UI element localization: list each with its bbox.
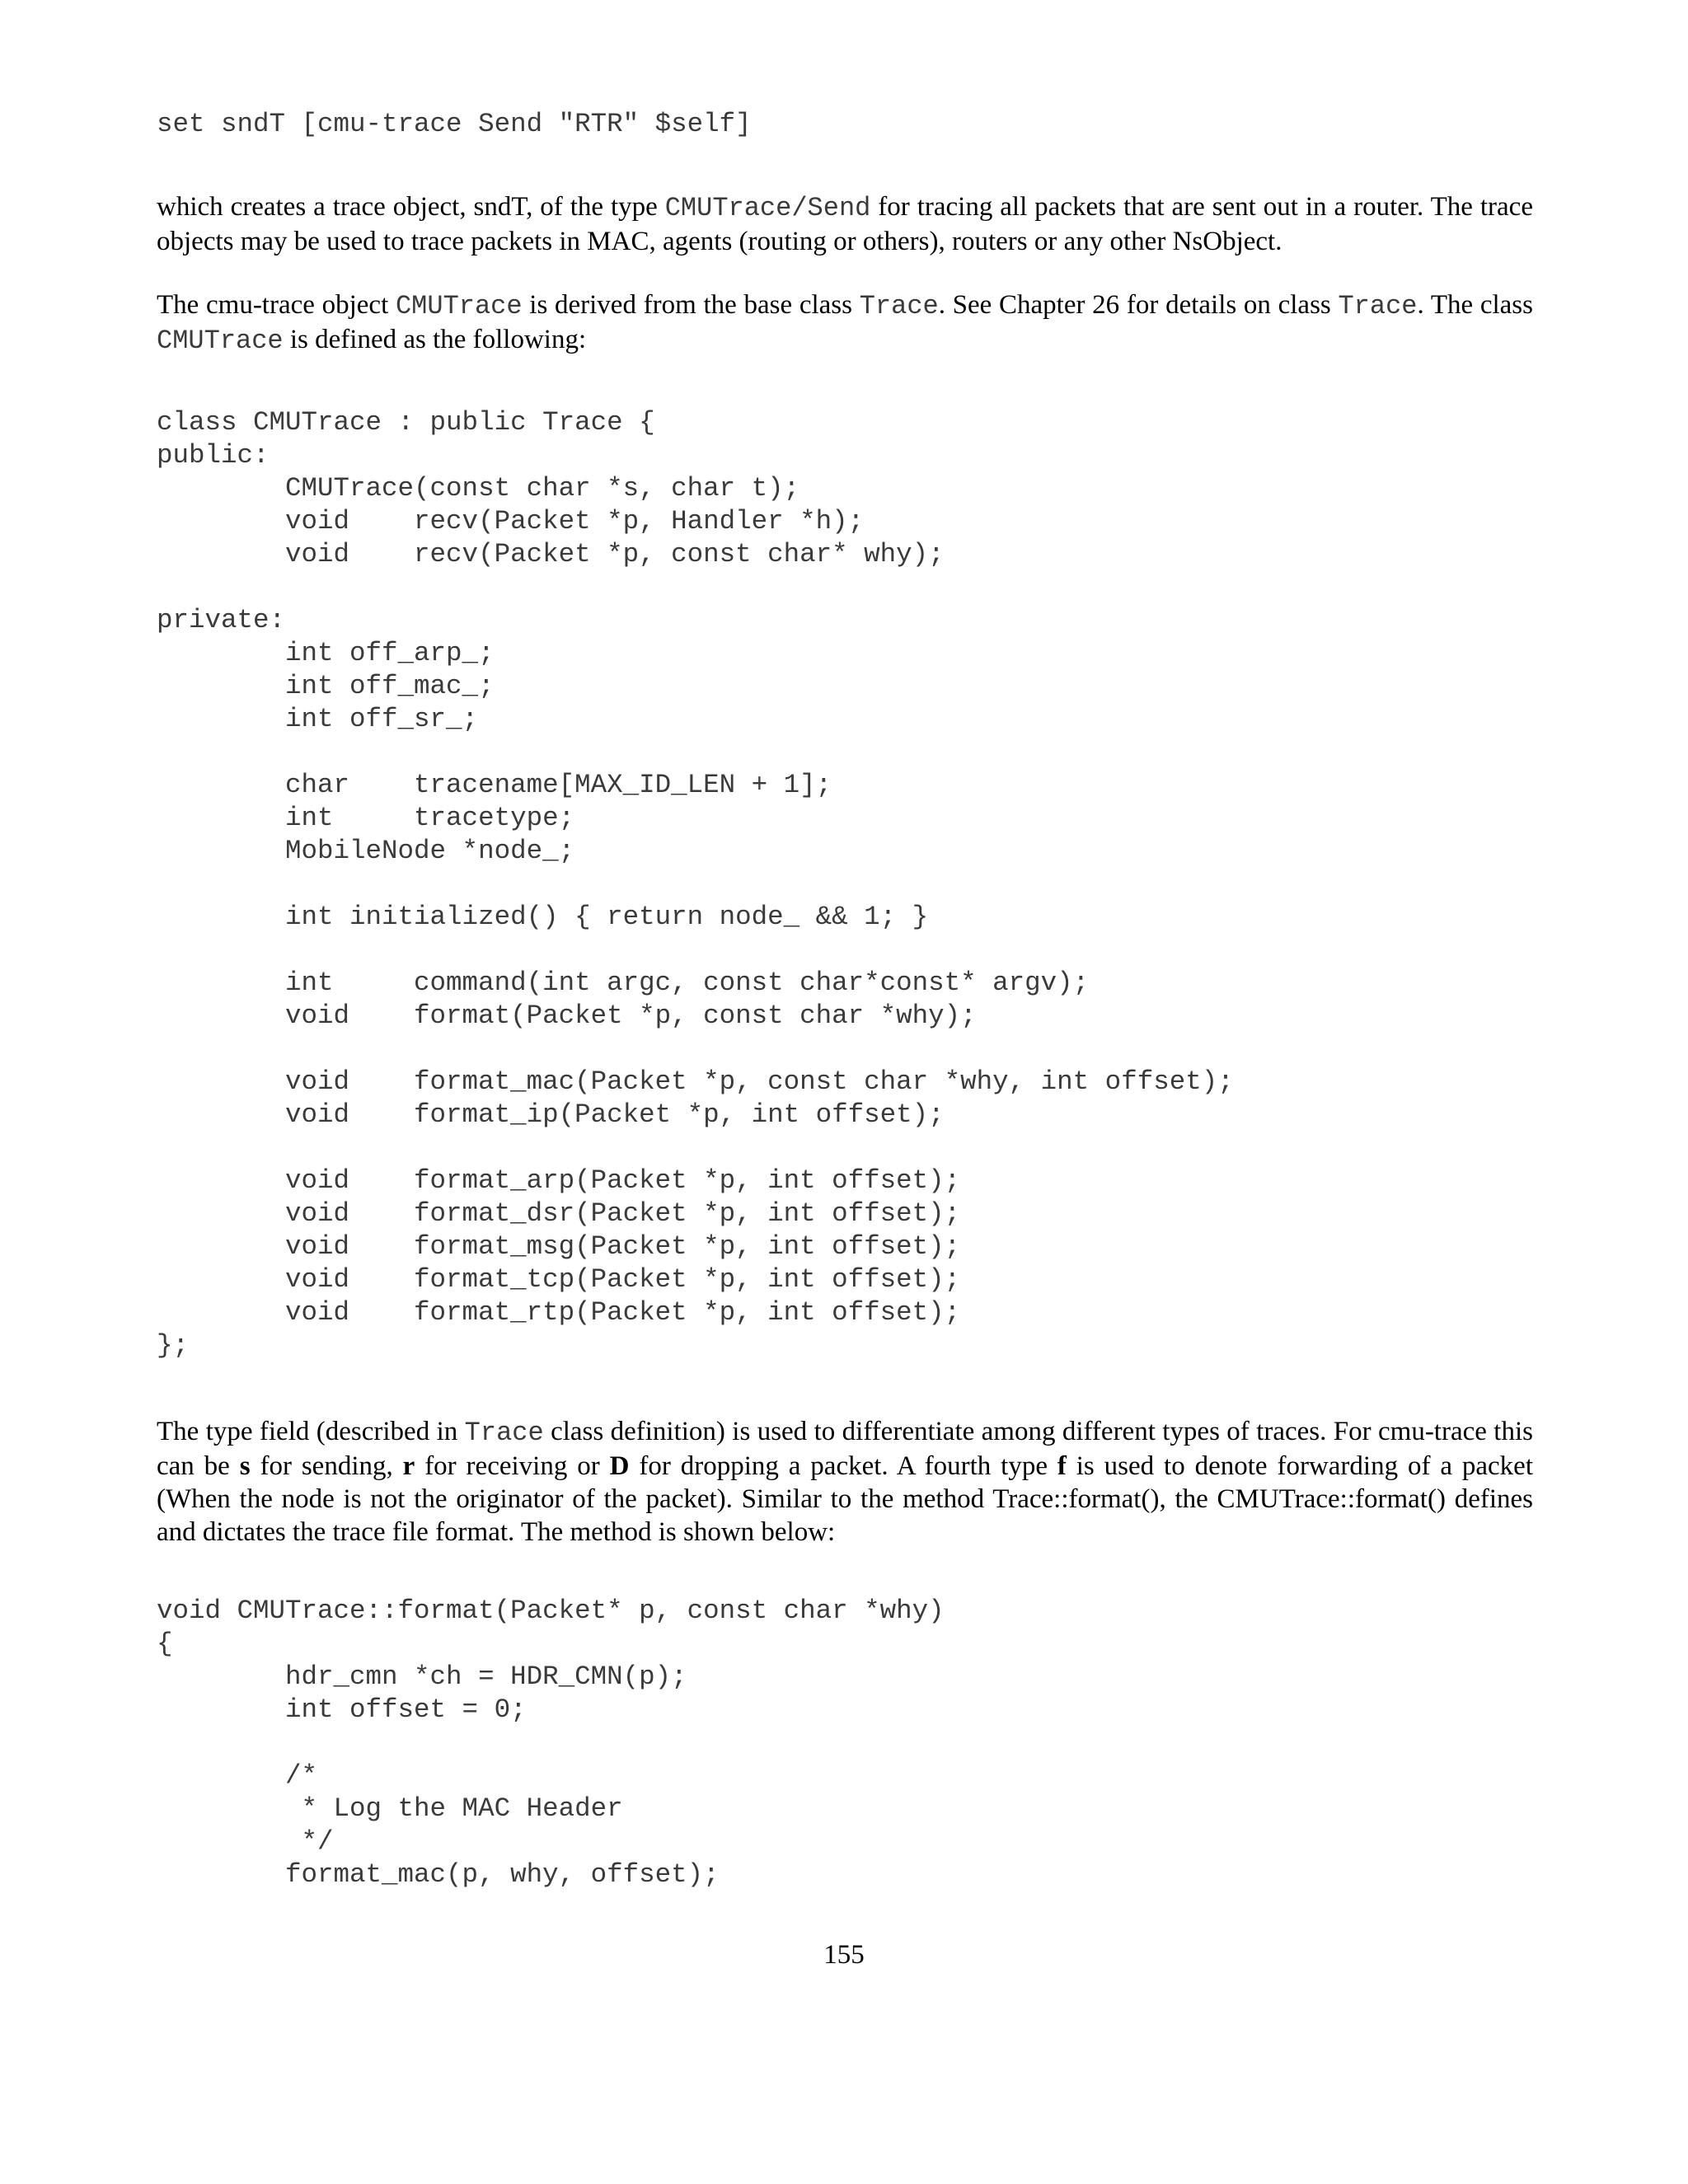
text-segment: for dropping a packet. A fourth type bbox=[629, 1451, 1057, 1481]
text-segment: is derived from the base class bbox=[522, 290, 860, 320]
bold-letter: f bbox=[1057, 1451, 1067, 1481]
bold-letter: r bbox=[402, 1451, 415, 1481]
code-set-sndT: set sndT [cmu-trace Send "RTR" $self] bbox=[157, 109, 752, 139]
inline-code: Trace bbox=[859, 291, 939, 321]
text-segment: class definition) is used to differentiate among different types of traces. For cmu-trace this can be bbox=[157, 1417, 1533, 1481]
code-class-definition: class CMUTrace : public Trace { public: CMUTrace(const char *s, char t); void recv(Packet *p, Handler *h); void recv(Packet *p, const char* why); private: int off_arp_; int off_mac_; int off_sr_; char tracename[MAX_ID_LEN + 1]; int tracetype; MobileNode *node_; int initialized() { return node_ && 1; } int command(int argc, const char*const* argv); void format(Packet *p, const char *why); void format_mac(Packet *p, const char *why, int offset); void format_ip(Packet *p, int offset); void format_arp(Packet *p, int offset); void format_dsr(Packet *p, int offset); void format_msg(Packet *p, int offset); void format_tcp(Packet *p, int offset); void format_rtp(Packet *p, int offset); }; bbox=[157, 407, 1234, 1361]
paragraph-type-field bbox=[157, 1415, 1533, 1549]
text-segment: is used to denote forwarding of a packet (When the node is not the originator of the packet). Similar to the method Trace::format(), the CMUTrace::format() defines and dictates the trace file format. The method is shown below: bbox=[157, 1451, 1533, 1547]
inline-code: CMUTrace bbox=[395, 291, 523, 321]
page-number: 155 bbox=[823, 1940, 865, 1970]
inline-code: Trace bbox=[1338, 291, 1418, 321]
text-segment: for sending, bbox=[250, 1451, 403, 1481]
text-segment: for receiving or bbox=[415, 1451, 610, 1481]
bold-letter: D bbox=[609, 1451, 630, 1481]
text-segment: for tracing all packets that are sent out in a router. The trace objects may be used to trace packets in MAC, agents (routing or others), routers or any other NsObject. bbox=[157, 192, 1533, 256]
paragraph-trace-object bbox=[157, 190, 1533, 258]
text-segment: The cmu-trace object bbox=[157, 290, 396, 320]
text-segment: is defined as the following: bbox=[283, 325, 587, 354]
inline-code: CMUTrace bbox=[157, 326, 284, 356]
text-segment: which creates a trace object, sndT, of the type bbox=[157, 192, 665, 222]
text-segment: . The class bbox=[1417, 290, 1533, 320]
bold-letter: s bbox=[239, 1451, 251, 1481]
inline-code: Trace bbox=[464, 1418, 544, 1448]
paragraph-cmutrace-class bbox=[157, 288, 1533, 358]
code-format-method: void CMUTrace::format(Packet* p, const char *why) { hdr_cmn *ch = HDR_CMN(p); int offset = 0; /* * Log the MAC Header */ format_mac(p, why, offset); bbox=[157, 1596, 945, 1890]
text-segment: The type field (described in bbox=[157, 1417, 465, 1446]
text-segment: . See Chapter 26 for details on class bbox=[938, 290, 1339, 320]
inline-code: CMUTrace/Send bbox=[664, 193, 871, 223]
